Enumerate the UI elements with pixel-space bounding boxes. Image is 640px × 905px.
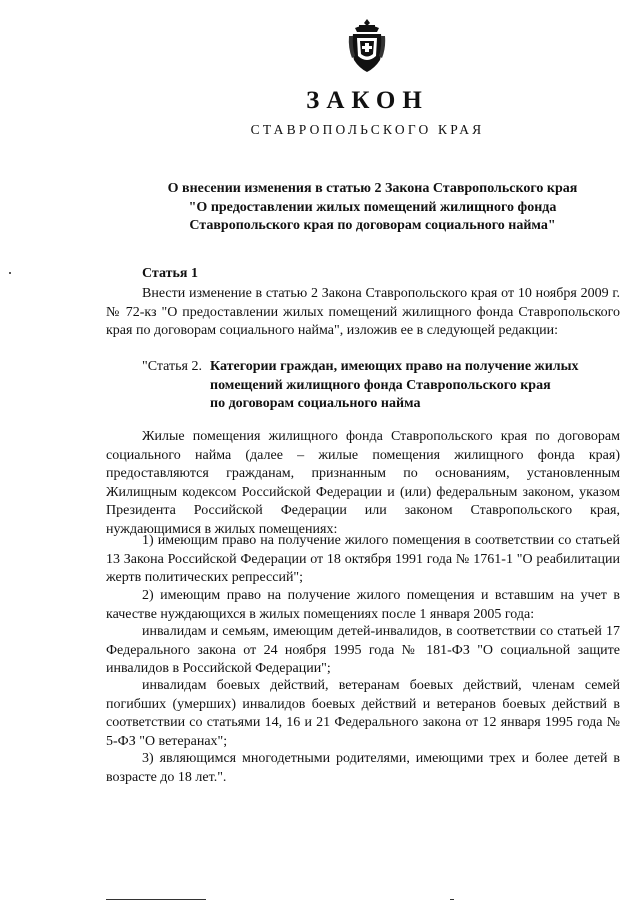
paragraph: 1) имеющим право на получение жилого помещения в соответствии со статьей 13 Закона Российской Федерации от 18 октября 1991 года № 1761-1 "О реабилитации жертв политических репрессий";: [106, 533, 620, 585]
law-title: ЗАКОН: [306, 87, 429, 114]
paragraph: инвалидам и семьям, имеющим детей-инвалидов, в соответствии со статьей 17 Федерального закона от 24 ноября 1995 года № 181-ФЗ "О социальной защите инвалидов в Российской Федерации";: [106, 624, 620, 676]
region-subtitle: СТАВРОПОЛЬСКОГО КРАЯ: [250, 122, 485, 137]
article-1-text: Внести изменение в статью 2 Закона Ставропольского края от 10 ноября 2009 г. № 72-кз "О предоставлении жилых помещений жилищного фонда Ставропольского края по договорам социального найма", изложив ее в следующей редакции:: [106, 286, 620, 338]
coat-of-arms-icon: [347, 18, 387, 74]
article-2-heading: [210, 358, 630, 414]
document-title-line: "О предоставлении жилых помещений жилищного фонда: [188, 199, 557, 215]
footer-rule: [106, 899, 206, 900]
document-title-line: О внесении изменения в статью 2 Закона Ставропольского края: [167, 181, 578, 196]
article-2-heading-line: по договорам социального найма: [210, 396, 421, 411]
margin-mark: [9, 272, 11, 274]
paragraph: Жилые помещения жилищного фонда Ставропольского края по договорам социального найма (далее – жилые помещения жилищного фонда края) предоставляются гражданам, признанным по основаниям, установленным Жилищным кодексом Российской Федерации и (или) федеральным законом, указом Президента Российской Федерации или законом Ставропольского края, нуждающимися в жилых помещениях:: [106, 429, 620, 537]
document-title: [100, 180, 640, 236]
article-1-label: Статья 1: [142, 266, 198, 281]
paragraph: 3) являющимся многодетными родителями, имеющими трех и более детей в возрасте до 18 лет.".: [106, 751, 620, 785]
article-2-heading-line: помещений жилищного фонда Ставропольского края: [210, 377, 551, 393]
document-title-line: Ставропольского края по договорам социального найма": [189, 218, 556, 233]
footer-mark: [450, 899, 454, 900]
article-2-heading-line: Категории граждан, имеющих право на получение жилых: [210, 359, 579, 374]
paragraph: инвалидам боевых действий, ветеранам боевых действий, членам семей погибших (умерших) инвалидов боевых действий и ветеранов боевых действий в соответствии со статьями 14, 16 и 21 Федерального закона от 12 января 1995 года № 5-ФЗ "О ветеранах";: [106, 678, 620, 749]
article-2-lead: "Статья 2.: [142, 359, 202, 374]
paragraph: 2) имеющим право на получение жилого помещения и вставшим на учет в качестве нуждающихся в жилых помещениях после 1 января 2005 года:: [106, 588, 620, 622]
